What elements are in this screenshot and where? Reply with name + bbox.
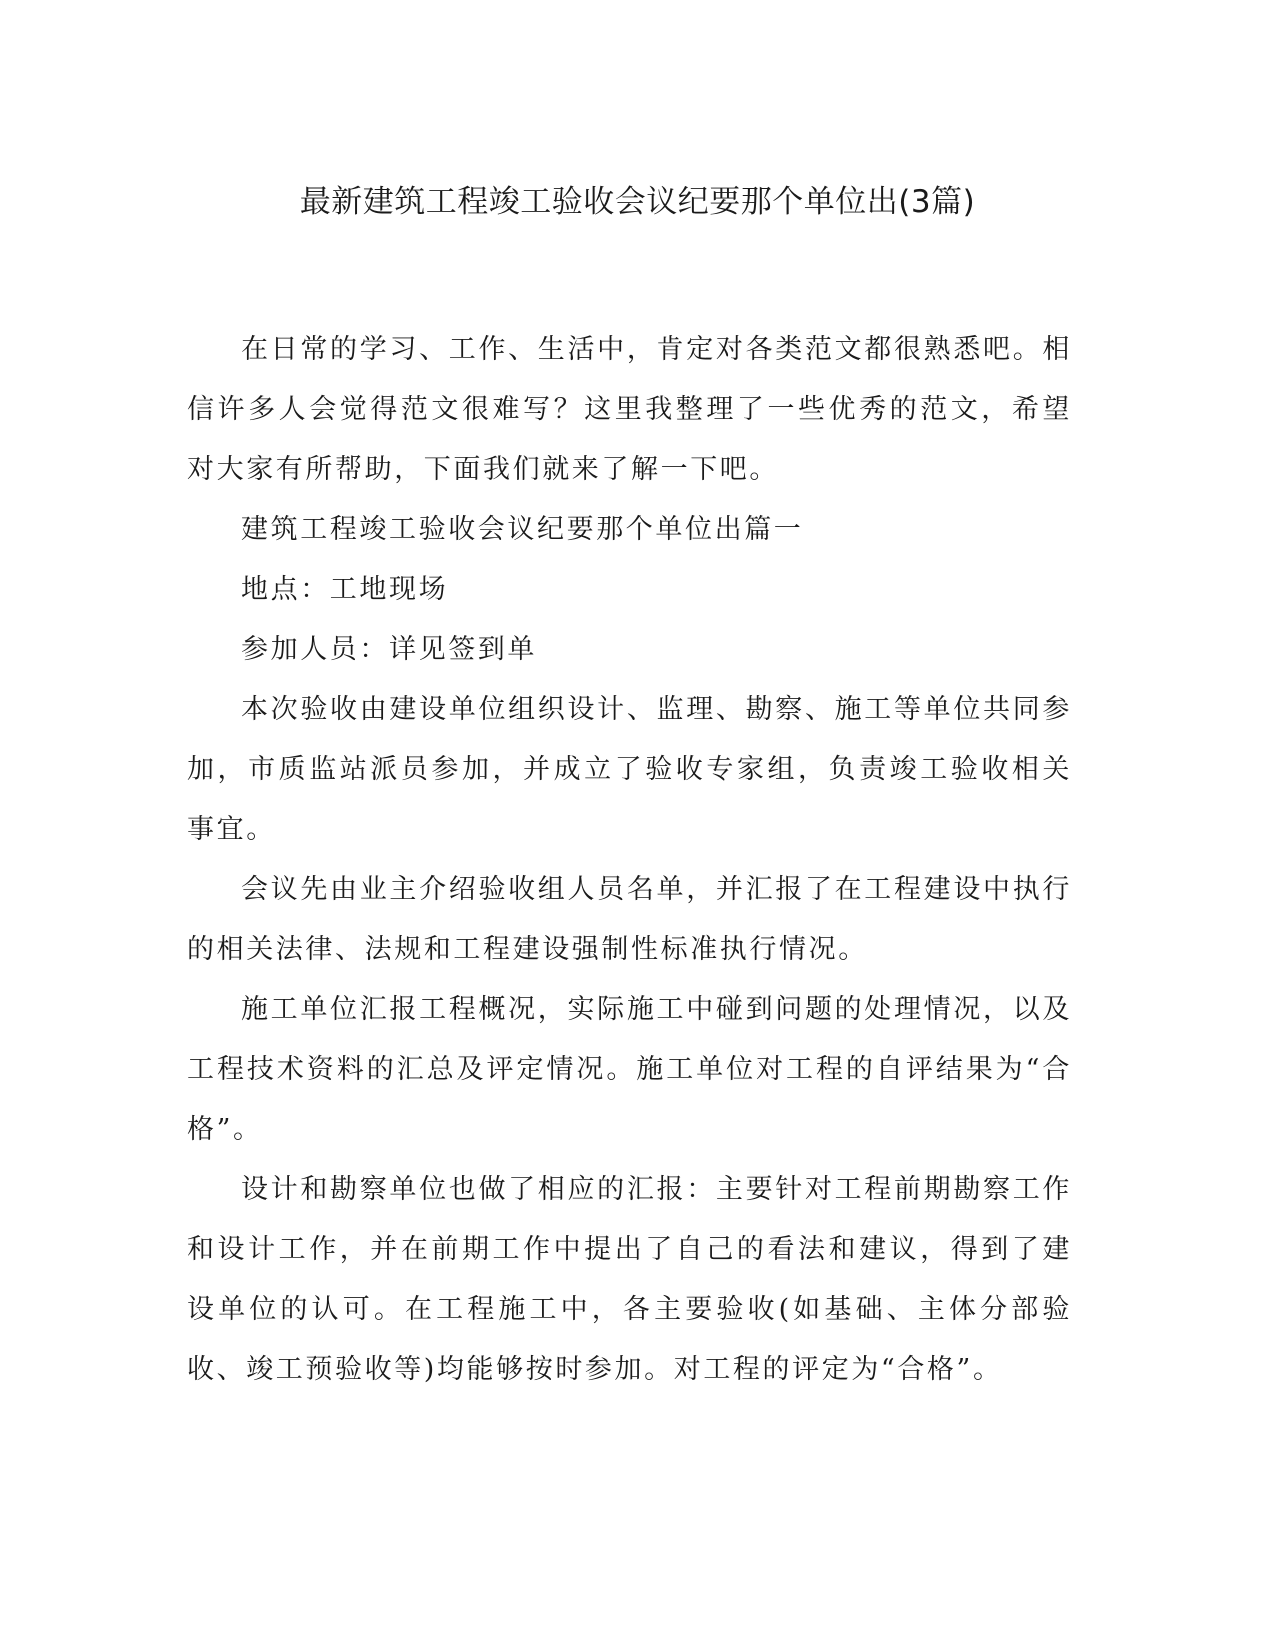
document-title: 最新建筑工程竣工验收会议纪要那个单位出(3篇)	[299, 184, 976, 220]
document-body	[187, 320, 1072, 1400]
meeting-paragraph: 会议先由业主介绍验收组人员名单，并汇报了在工程建设中执行的相关法律、法规和工程建设强制性标准执行情况。	[187, 874, 1072, 965]
intro-paragraph: 在日常的学习、工作、生活中，肯定对各类范文都很熟悉吧。相信许多人会觉得范文很难写？这里我整理了一些优秀的范文，希望对大家有所帮助，下面我们就来了解一下吧。	[187, 334, 1072, 485]
location-line: 地点：工地现场	[241, 574, 449, 605]
acceptance-paragraph: 本次验收由建设单位组织设计、监理、勘察、施工等单位共同参加，市质监站派员参加，并成立了验收专家组，负责竣工验收相关事宜。	[187, 694, 1072, 845]
section-heading: 建筑工程竣工验收会议纪要那个单位出篇一	[241, 514, 804, 545]
design-survey-paragraph: 设计和勘察单位也做了相应的汇报：主要针对工程前期勘察工作和设计工作，并在前期工作中提出了自己的看法和建议，得到了建设单位的认可。在工程施工中，各主要验收(如基础、主体分部验收、竣工预验收等)均能够按时参加。对工程的评定为“合格”。	[187, 1174, 1072, 1385]
attendees-line: 参加人员：详见签到单	[241, 634, 537, 665]
construction-report-paragraph: 施工单位汇报工程概况，实际施工中碰到问题的处理情况，以及工程技术资料的汇总及评定情况。施工单位对工程的自评结果为“合格”。	[187, 994, 1072, 1145]
